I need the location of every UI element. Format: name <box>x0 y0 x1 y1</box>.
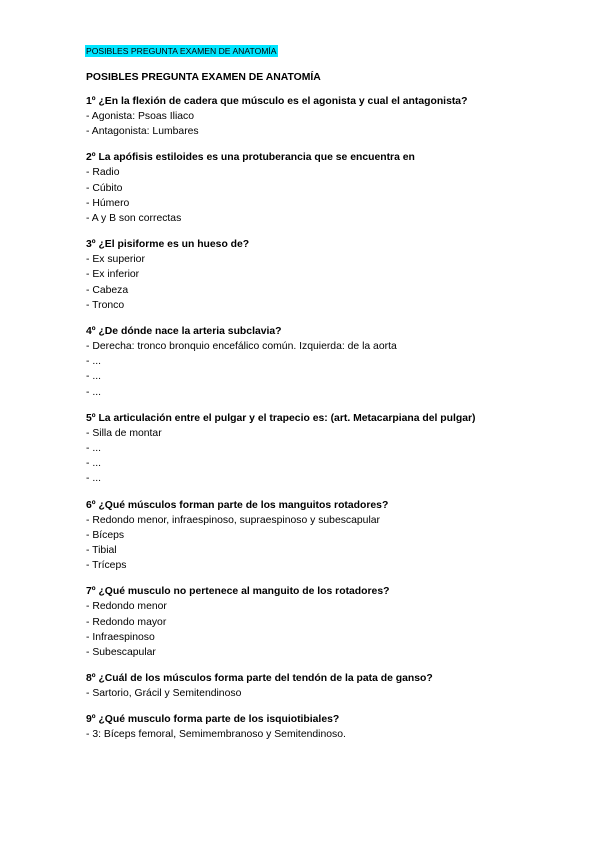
answer-option: - Silla de montar <box>86 427 162 439</box>
question-block-9 <box>86 712 586 742</box>
answer-option: - Cúbito <box>86 182 123 194</box>
answer-option: - Cabeza <box>86 284 129 296</box>
answer-option: - Antagonista: Lumbares <box>86 126 199 138</box>
question-block-6 <box>86 498 586 574</box>
question-text: 3º ¿El pisiforme es un hueso de? <box>86 239 250 251</box>
question-block-2 <box>86 150 586 226</box>
answer-option: - 3: Bíceps femoral, Semimembranoso y Semitendinoso. <box>86 729 346 741</box>
question-block-8 <box>86 671 586 701</box>
answer-option: - A y B son correctas <box>86 213 182 225</box>
answer-option: - Redondo menor <box>86 601 167 613</box>
answer-option: - Tibial <box>86 545 117 557</box>
question-text: 4º ¿De dónde nace la arteria subclavia? <box>86 326 282 338</box>
question-text: 6º ¿Qué músculos forman parte de los manguitos rotadores? <box>86 499 389 511</box>
question-block-1 <box>86 94 586 139</box>
answer-option: - Derecha: tronco bronquio encefálico común. Izquierda: de la aorta <box>86 341 397 353</box>
question-text: 1º ¿En la flexión de cadera que músculo es el agonista y cual el antagonista? <box>86 96 468 107</box>
answer-option: - ... <box>86 371 102 383</box>
question-block-4 <box>86 324 586 400</box>
answer-option: - Agonista: Psoas Iliaco <box>86 111 195 122</box>
question-text: 7º ¿Qué musculo no pertenece al manguito de los rotadores? <box>86 586 390 598</box>
question-block-7 <box>86 584 586 660</box>
question-text: 8º ¿Cuál de los músculos forma parte del tendón de la pata de ganso? <box>86 673 433 685</box>
answer-option: - ... <box>86 473 102 485</box>
answer-option: - ... <box>86 458 102 470</box>
highlighted-header: POSIBLES PREGUNTA EXAMEN DE ANATOMÍA <box>86 46 277 56</box>
answer-option: - Bíceps <box>86 529 125 541</box>
question-text: 2º La apófisis estiloides es una protuberancia que se encuentra en <box>86 152 415 164</box>
answer-option: - Húmero <box>86 197 130 209</box>
answer-option: - ... <box>86 386 102 398</box>
answer-option: - Redondo mayor <box>86 616 167 628</box>
answer-option: - Redondo menor, infraespinoso, supraespinoso y subescapular <box>86 514 381 526</box>
answer-option: - Ex inferior <box>86 269 140 281</box>
answer-option: - Sartorio, Grácil y Semitendinoso <box>86 688 242 700</box>
answer-option: - Ex superior <box>86 254 145 266</box>
answer-option: - ... <box>86 356 102 368</box>
answer-option: - Infraespinoso <box>86 631 155 643</box>
document-page <box>86 41 586 743</box>
document-title: POSIBLES PREGUNTA EXAMEN DE ANATOMÍA <box>86 72 321 83</box>
question-text: 5º La articulación entre el pulgar y el trapecio es: (art. Metacarpiana del pulgar) <box>86 412 476 424</box>
answer-option: - ... <box>86 443 102 455</box>
question-block-5 <box>86 411 586 487</box>
answer-option: - Subescapular <box>86 647 156 659</box>
answer-option: - Tríceps <box>86 560 127 572</box>
question-text: 9º ¿Qué musculo forma parte de los isquiotibiales? <box>86 714 340 726</box>
answer-option: - Radio <box>86 167 120 179</box>
answer-option: - Tronco <box>86 299 125 311</box>
question-block-3 <box>86 237 586 313</box>
